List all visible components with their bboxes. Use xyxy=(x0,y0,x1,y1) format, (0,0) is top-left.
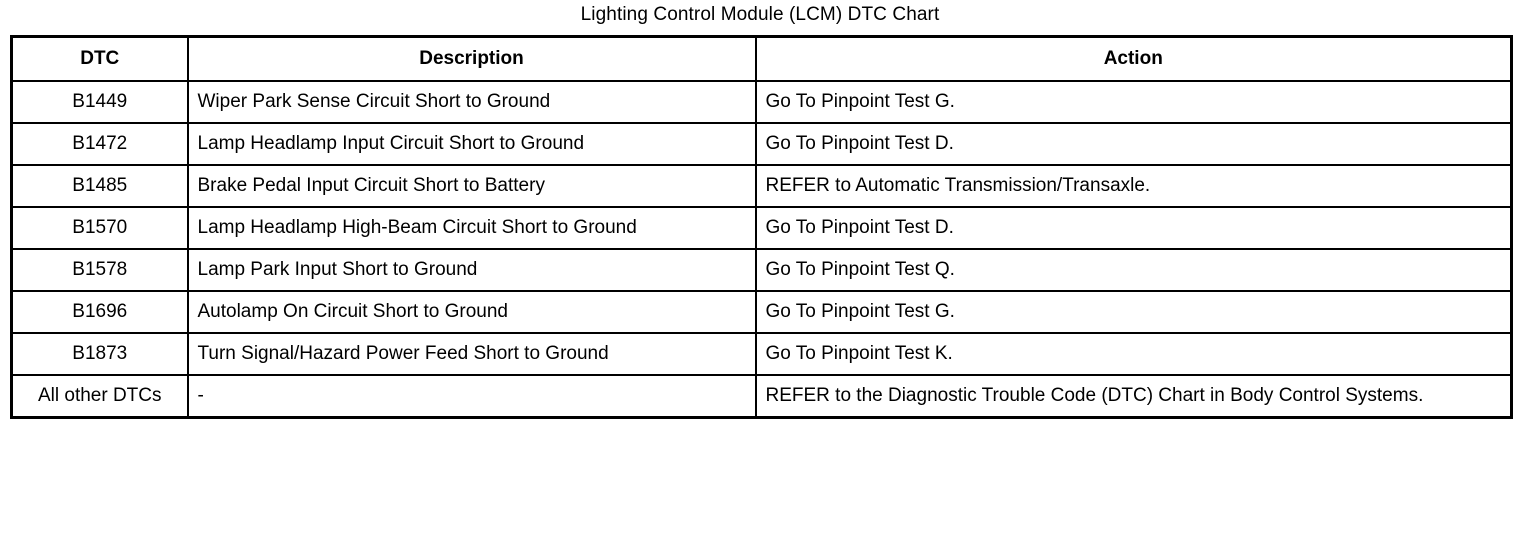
column-header-action: Action xyxy=(756,37,1512,82)
cell-description: Lamp Headlamp Input Circuit Short to Ground xyxy=(188,123,756,165)
table-header-row xyxy=(12,37,1512,82)
cell-description: Turn Signal/Hazard Power Feed Short to Ground xyxy=(188,333,756,375)
table-row xyxy=(12,123,1512,165)
column-header-dtc: DTC xyxy=(12,37,188,82)
cell-action: Go To Pinpoint Test D. xyxy=(756,123,1512,165)
cell-description: Lamp Headlamp High-Beam Circuit Short to Ground xyxy=(188,207,756,249)
table-row xyxy=(12,249,1512,291)
table-row xyxy=(12,81,1512,123)
cell-description: Brake Pedal Input Circuit Short to Battery xyxy=(188,165,756,207)
cell-dtc: B1485 xyxy=(12,165,188,207)
table-row xyxy=(12,291,1512,333)
cell-action: Go To Pinpoint Test G. xyxy=(756,81,1512,123)
table-row xyxy=(12,165,1512,207)
table-row xyxy=(12,207,1512,249)
cell-dtc: All other DTCs xyxy=(12,375,188,418)
cell-dtc: B1472 xyxy=(12,123,188,165)
cell-action: Go To Pinpoint Test D. xyxy=(756,207,1512,249)
cell-description: Lamp Park Input Short to Ground xyxy=(188,249,756,291)
page-title: Lighting Control Module (LCM) DTC Chart xyxy=(580,4,940,25)
cell-description: Autolamp On Circuit Short to Ground xyxy=(188,291,756,333)
cell-dtc: B1873 xyxy=(12,333,188,375)
dtc-chart-table xyxy=(10,35,1513,419)
table-body xyxy=(12,81,1512,418)
table-header xyxy=(12,37,1512,82)
cell-description: Wiper Park Sense Circuit Short to Ground xyxy=(188,81,756,123)
cell-dtc: B1449 xyxy=(12,81,188,123)
cell-description: - xyxy=(188,375,756,418)
cell-dtc: B1570 xyxy=(12,207,188,249)
cell-action: Go To Pinpoint Test Q. xyxy=(756,249,1512,291)
cell-action: Go To Pinpoint Test K. xyxy=(756,333,1512,375)
column-header-description: Description xyxy=(188,37,756,82)
table-row xyxy=(12,333,1512,375)
table-row xyxy=(12,375,1512,418)
cell-dtc: B1696 xyxy=(12,291,188,333)
cell-action: REFER to Automatic Transmission/Transaxle. xyxy=(756,165,1512,207)
cell-dtc: B1578 xyxy=(12,249,188,291)
cell-action: REFER to the Diagnostic Trouble Code (DTC) Chart in Body Control Systems. xyxy=(756,375,1512,418)
cell-action: Go To Pinpoint Test G. xyxy=(756,291,1512,333)
